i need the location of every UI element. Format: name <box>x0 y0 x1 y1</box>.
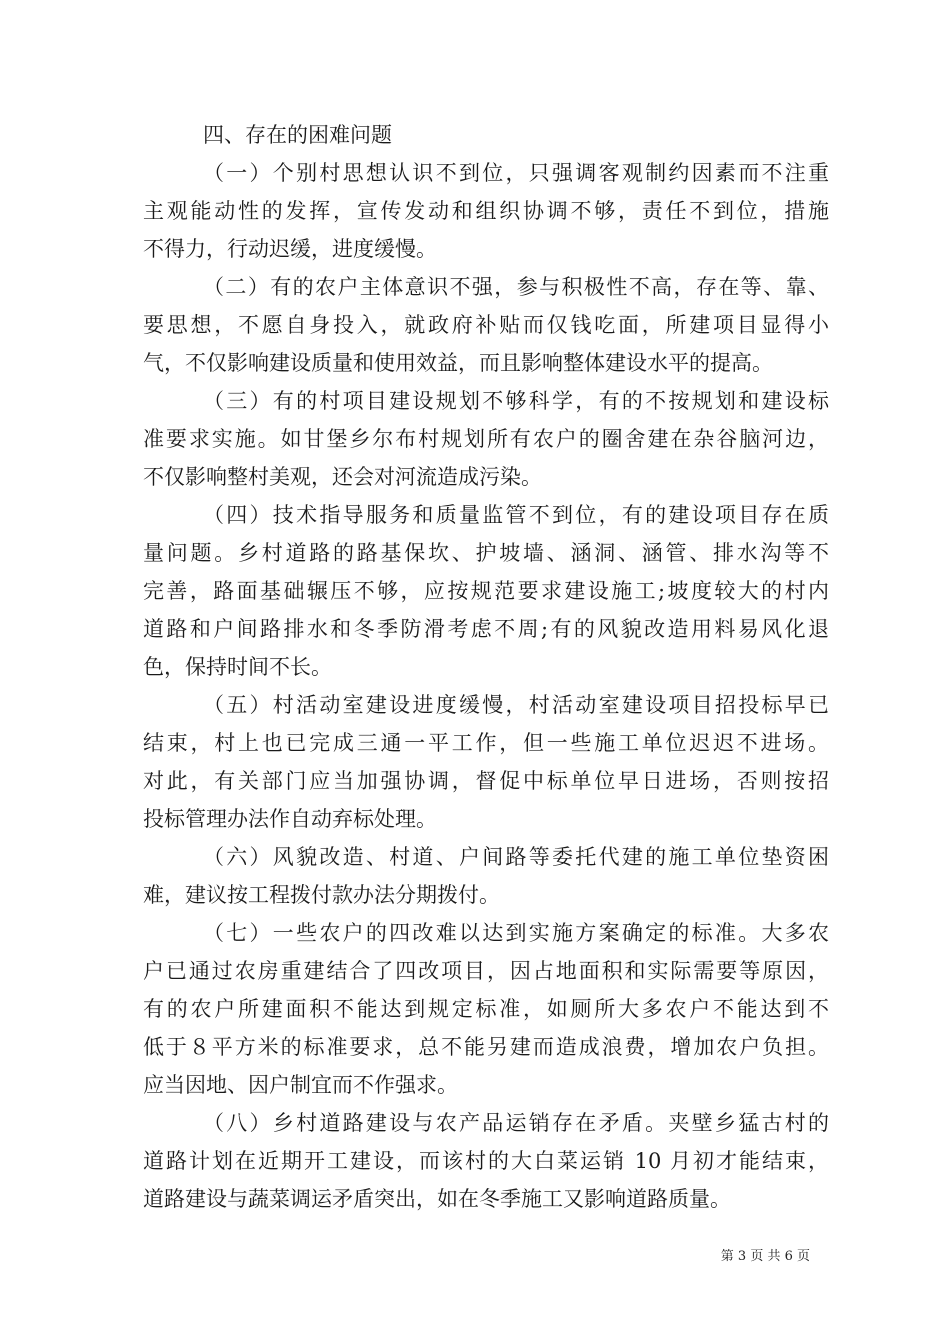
paragraph-line: （二）有的农户主体意识不强，参与积极性不高，存在等、靠、 <box>203 275 829 299</box>
paragraph-line: （八）乡村道路建设与农产品运销存在矛盾。夹壁乡猛古村的 <box>203 1111 829 1135</box>
paragraph <box>143 496 829 686</box>
paragraph-line: （七）一些农户的四改难以达到实施方案确定的标准。大多农 <box>203 921 829 945</box>
paragraph-line: （六）风貌改造、村道、户间路等委托代建的施工单位垫资困 <box>203 845 829 869</box>
paragraph-list <box>143 154 829 1218</box>
paragraph-line: 结束，村上也已完成三通一平工作，但一些施工单位迟迟不进场。 <box>143 731 829 755</box>
paragraph-line: （五）村活动室建设进度缓慢，村活动室建设项目招投标早已 <box>203 693 829 717</box>
paragraph-line: 低于８平方米的标准要求，总不能另建而造成浪费，增加农户负担。 <box>143 1035 829 1059</box>
paragraph-line: 主观能动性的发挥，宣传发动和组织协调不够，责任不到位，措施 <box>143 199 829 223</box>
paragraph-line: 准要求实施。如甘堡乡尔布村规划所有农户的圈舍建在杂谷脑河边， <box>143 427 829 451</box>
paragraph-line: 道路和户间路排水和冬季防滑考虑不周;有的风貌改造用料易风化退 <box>143 617 829 641</box>
paragraph-line: （三）有的村项目建设规划不够科学，有的不按规划和建设标 <box>203 389 829 413</box>
paragraph-line: 道路建设与蔬菜调运矛盾突出，如在冬季施工又影响道路质量。 <box>143 1187 731 1211</box>
paragraph-line: 道路计划在近期开工建设，而该村的大白菜运销 10 月初才能结束， <box>143 1149 829 1173</box>
paragraph <box>143 1104 829 1218</box>
paragraph <box>143 268 829 382</box>
section-heading: 四、存在的困难问题 <box>203 123 392 147</box>
paragraph <box>143 914 829 1104</box>
paragraph-line: 对此，有关部门应当加强协调，督促中标单位早日进场，否则按招 <box>143 769 829 793</box>
document-body <box>143 116 829 1218</box>
paragraph-line: 完善，路面基础辗压不够，应按规范要求建设施工;坡度较大的村内 <box>143 579 829 603</box>
paragraph <box>143 154 829 268</box>
paragraph-line: 不得力，行动迟缓，进度缓慢。 <box>143 237 437 261</box>
paragraph-line: （四）技术指导服务和质量监管不到位，有的建设项目存在质 <box>203 503 829 527</box>
paragraph-line: 有的农户所建面积不能达到规定标准，如厕所大多农户不能达到不 <box>143 997 829 1021</box>
page-number: 第 3 页 共 6 页 <box>720 1249 810 1264</box>
paragraph-line: （一）个别村思想认识不到位，只强调客观制约因素而不注重 <box>203 161 829 185</box>
paragraph-line: 不仅影响整村美观，还会对河流造成污染。 <box>143 465 542 489</box>
paragraph <box>143 686 829 838</box>
paragraph-line: 量问题。乡村道路的路基保坎、护坡墙、涵洞、涵管、排水沟等不 <box>143 541 829 565</box>
paragraph-line: 投标管理办法作自动弃标处理。 <box>143 807 437 831</box>
paragraph-line: 色，保持时间不长。 <box>143 655 332 679</box>
paragraph-line: 户已通过农房重建结合了四改项目，因占地面积和实际需要等原因， <box>143 959 829 983</box>
paragraph-line: 气，不仅影响建设质量和使用效益，而且影响整体建设水平的提高。 <box>143 351 773 375</box>
paragraph <box>143 382 829 496</box>
paragraph <box>143 838 829 914</box>
paragraph-line: 应当因地、因户制宜而不作强求。 <box>143 1073 458 1097</box>
paragraph-line: 要思想，不愿自身投入，就政府补贴而仅钱吃面，所建项目显得小 <box>143 313 829 337</box>
paragraph-line: 难，建议按工程拨付款办法分期拨付。 <box>143 883 500 907</box>
